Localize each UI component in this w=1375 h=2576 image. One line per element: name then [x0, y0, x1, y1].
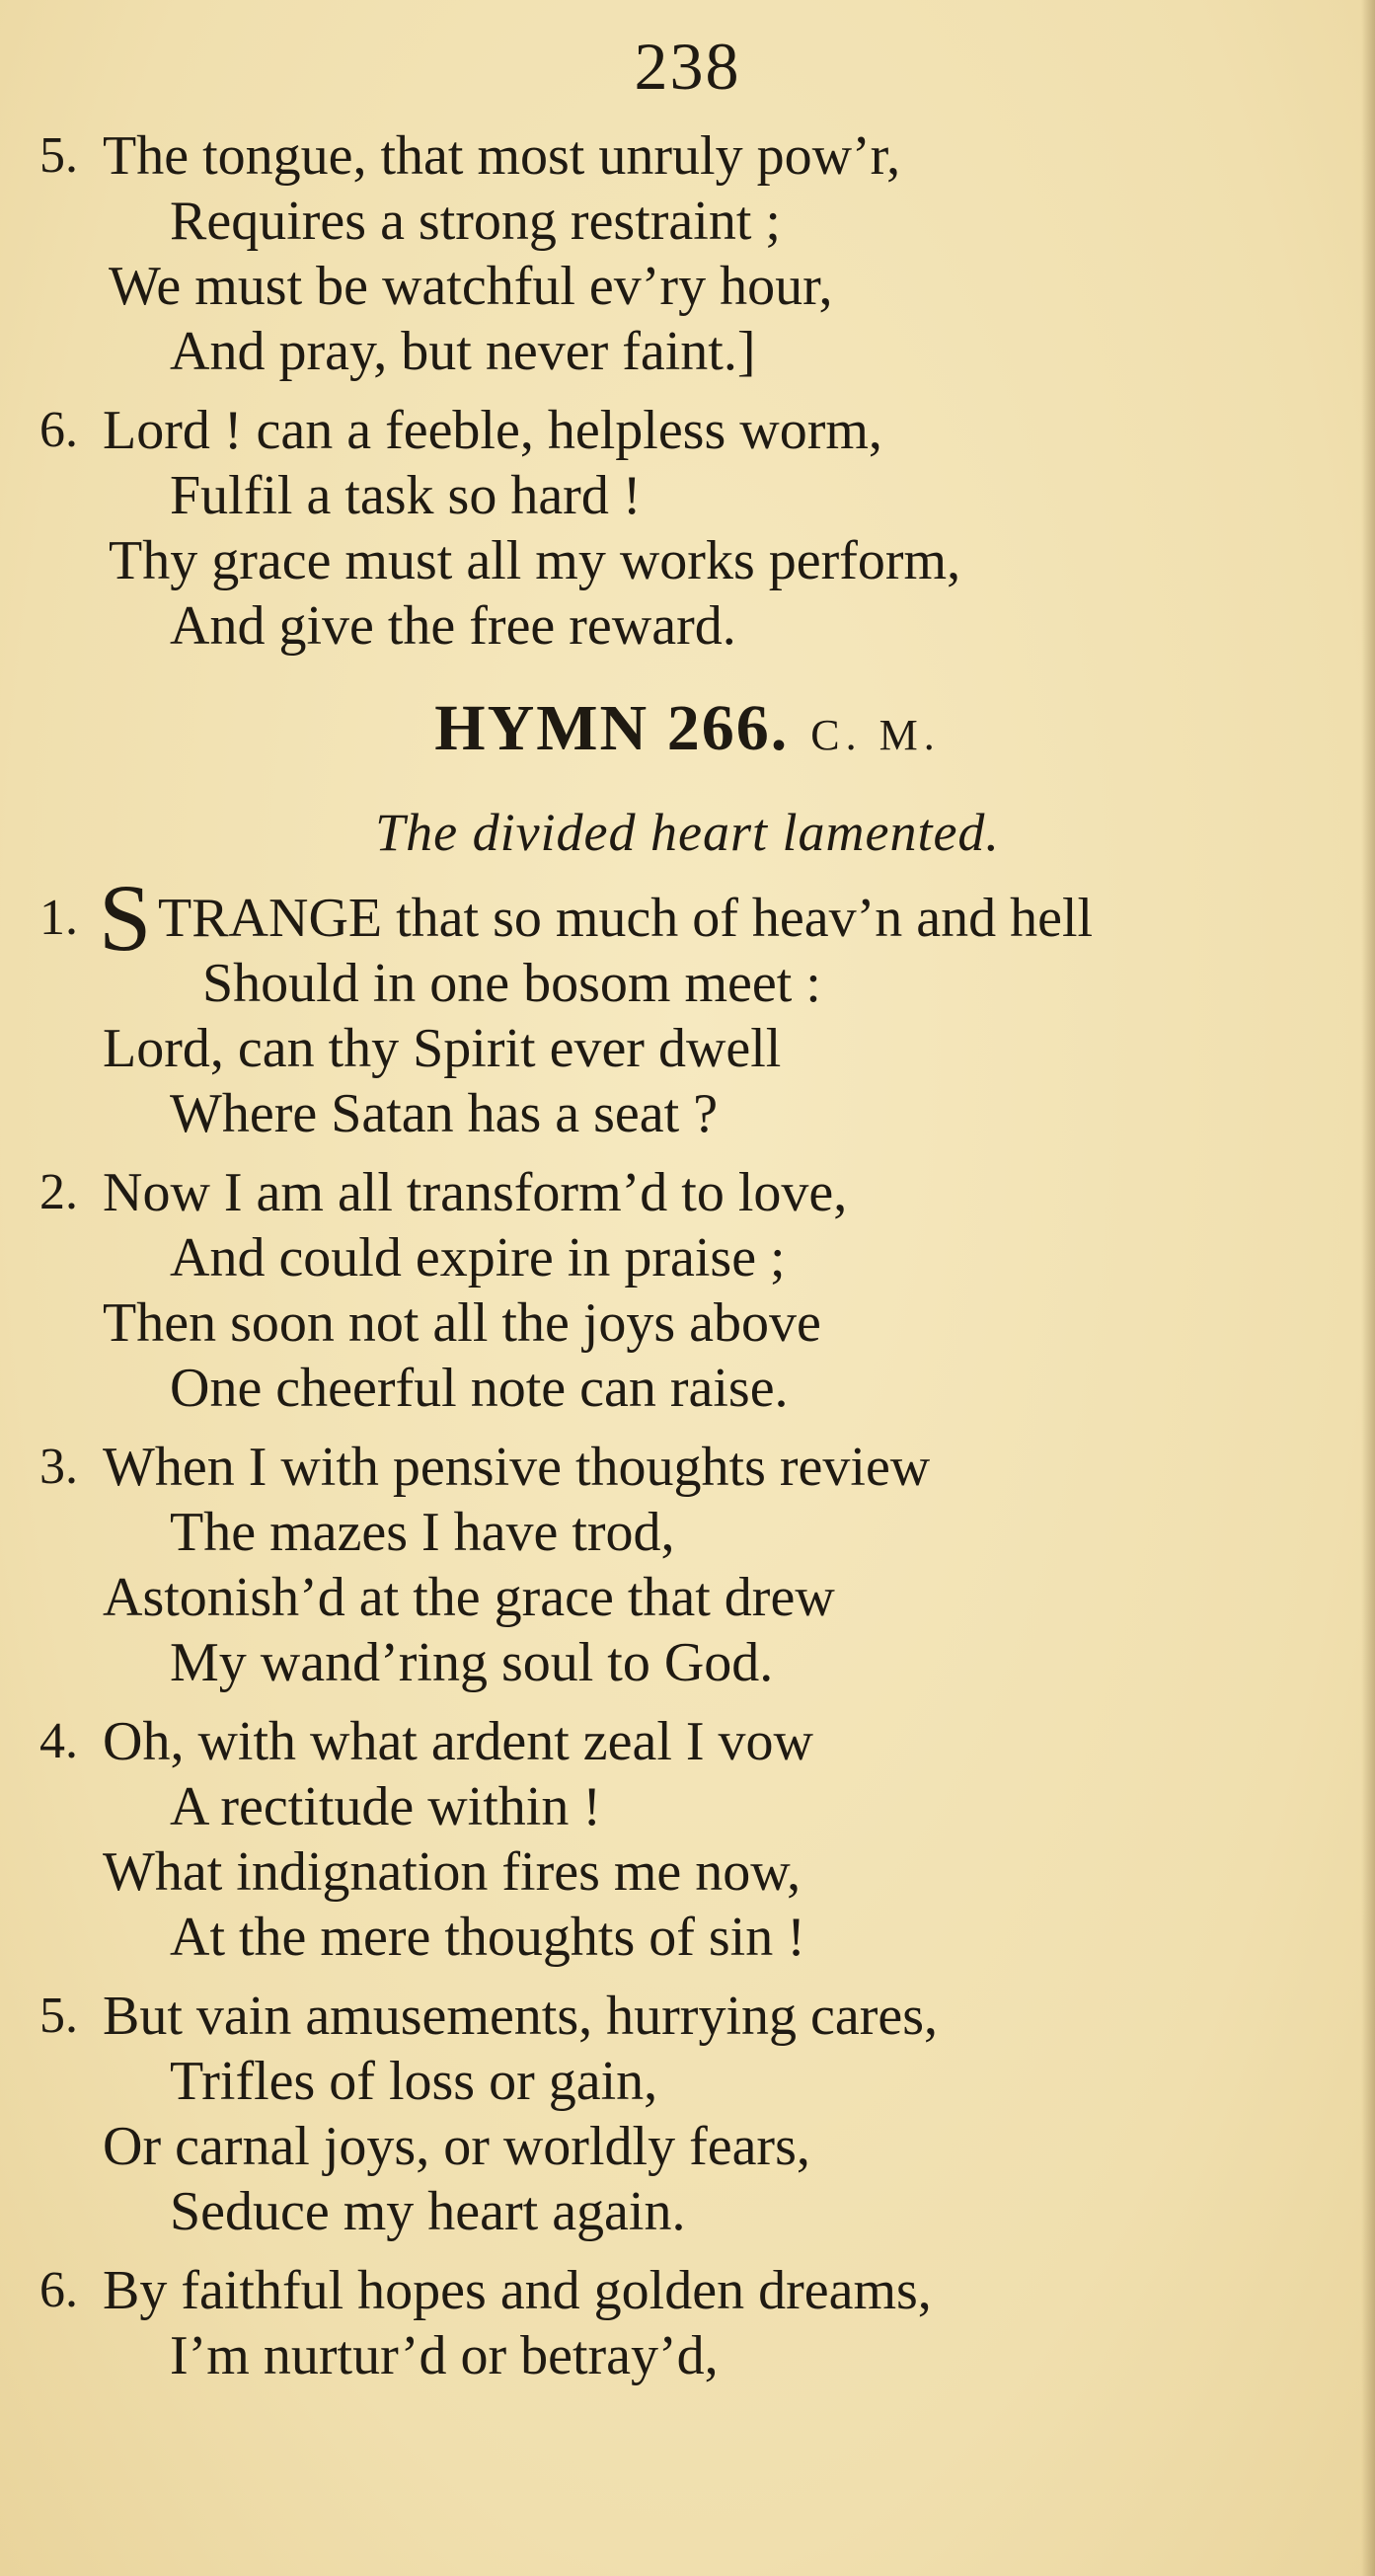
- stanza-number: 5.: [39, 127, 78, 184]
- verse-line: Now I am all transform’d to love,: [103, 1162, 848, 1223]
- verse-line: And pray, but never faint.]: [170, 321, 756, 382]
- verse-line: Trifles of loss or gain,: [170, 2051, 658, 2112]
- verse-line: But vain amusements, hurrying cares,: [103, 1986, 939, 2047]
- verse-line: Oh, with what ardent zeal I vow: [103, 1711, 813, 1772]
- verse-line: What indignation fires me now,: [103, 1841, 802, 1903]
- verse-line: My wand’ring soul to God.: [170, 1632, 774, 1693]
- verse-line: And could expire in praise ;: [170, 1227, 786, 1288]
- stanza-number: 4.: [39, 1713, 78, 1769]
- verse-line: Or carnal joys, or worldly fears,: [103, 2116, 810, 2177]
- hymn-title: HYMN 266.: [434, 692, 790, 764]
- verse-line: Fulfil a task so hard !: [170, 465, 642, 526]
- hymn-subtitle: The divided heart lamented.: [375, 803, 1000, 862]
- verse-line: TRANGE that so much of heav’n and hell: [158, 888, 1094, 949]
- verse-line: And give the free reward.: [170, 595, 736, 657]
- verse-line: Seduce my heart again.: [170, 2181, 686, 2242]
- verse-line: Lord ! can a feeble, helpless worm,: [103, 400, 882, 461]
- hymn-meter: C. M.: [810, 711, 941, 759]
- stanza-number: 6.: [39, 402, 78, 458]
- verse-line: Astonish’d at the grace that drew: [103, 1567, 835, 1628]
- verse-line: Requires a strong restraint ;: [170, 191, 781, 252]
- verse-line: Lord, can thy Spirit ever dwell: [103, 1018, 782, 1079]
- verse-line: At the mere thoughts of sin !: [170, 1907, 805, 1968]
- verse-line: The mazes I have trod,: [170, 1502, 675, 1563]
- verse-line: One cheerful note can raise.: [170, 1358, 789, 1419]
- verse-line: I’m nurtur’d or betray’d,: [170, 2325, 719, 2386]
- drop-cap: S: [99, 865, 152, 971]
- verse-line: The tongue, that most unruly pow’r,: [103, 125, 901, 187]
- verse-line: Then soon not all the joys above: [103, 1292, 821, 1354]
- verse-line: We must be watchful ev’ry hour,: [109, 256, 833, 317]
- stanza-number: 3.: [39, 1439, 78, 1495]
- verse-line: Where Satan has a seat ?: [170, 1083, 719, 1144]
- stanza-number: 5.: [39, 1988, 78, 2044]
- page-edge: [1361, 0, 1375, 2576]
- hymn-heading: [0, 691, 1375, 766]
- verse-line: A rectitude within !: [170, 1776, 602, 1837]
- verse-line: Thy grace must all my works perform,: [109, 530, 961, 591]
- stanza-number: 2.: [39, 1164, 78, 1220]
- verse-line: When I with pensive thoughts review: [103, 1437, 931, 1498]
- page-number: 238: [634, 29, 741, 104]
- verse-line: Should in one bosom meet :: [202, 953, 821, 1014]
- stanza-number: 1.: [39, 890, 78, 946]
- verse-line: By faithful hopes and golden dreams,: [103, 2260, 932, 2321]
- stanza-number: 6.: [39, 2262, 78, 2318]
